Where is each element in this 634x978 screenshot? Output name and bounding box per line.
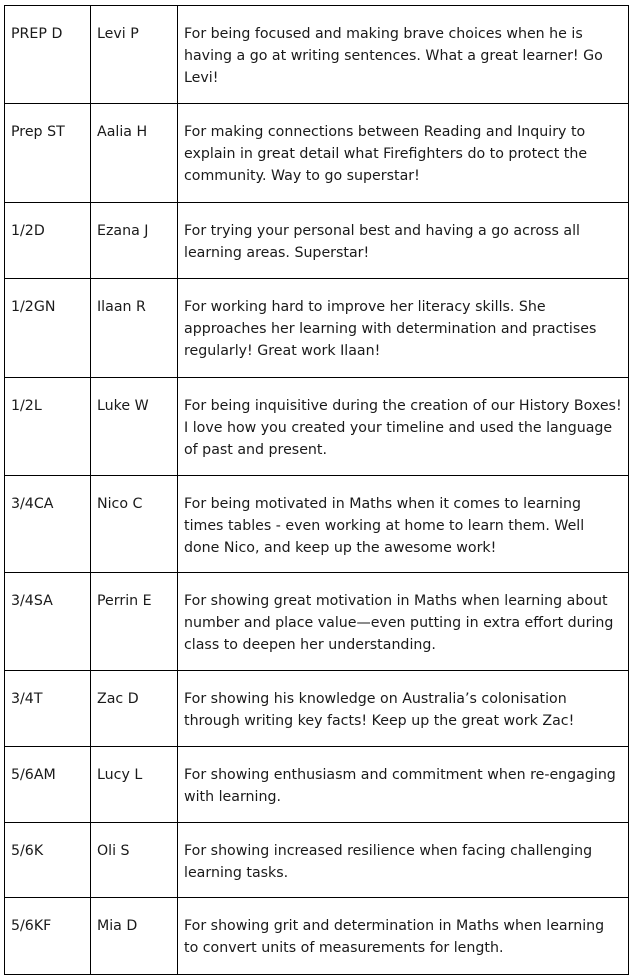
class-cell: 5/6AM: [5, 747, 91, 823]
award-reason-cell: For being focused and making brave choices when he is having a go at writing sentences. What a great learner! Go Levi!: [178, 6, 629, 104]
class-cell: 3/4CA: [5, 476, 91, 573]
student-name-cell: Lucy L: [91, 747, 178, 823]
class-cell: 5/6K: [5, 823, 91, 898]
student-name-cell: Levi P: [91, 6, 178, 104]
class-cell: 5/6KF: [5, 898, 91, 975]
table-row: [5, 279, 629, 378]
class-cell: PREP D: [5, 6, 91, 104]
award-reason-cell: For showing grit and determination in Maths when learning to convert units of measurements for length.: [178, 898, 629, 975]
table-row: [5, 823, 629, 898]
student-name-cell: Nico C: [91, 476, 178, 573]
class-cell: 1/2D: [5, 203, 91, 279]
student-name-cell: Oli S: [91, 823, 178, 898]
table-row: [5, 203, 629, 279]
award-reason-cell: For being motivated in Maths when it comes to learning times tables - even working at home to learn them. Well done Nico, and keep up the awesome work!: [178, 476, 629, 573]
award-reason-cell: For showing enthusiasm and commitment when re-engaging with learning.: [178, 747, 629, 823]
award-reason-cell: For being inquisitive during the creation of our History Boxes! I love how you created your timeline and used the language of past and present.: [178, 378, 629, 476]
award-reason-cell: For showing increased resilience when facing challenging learning tasks.: [178, 823, 629, 898]
student-name-cell: Ezana J: [91, 203, 178, 279]
table-row: [5, 476, 629, 573]
student-name-cell: Mia D: [91, 898, 178, 975]
award-reason-cell: For trying your personal best and having a go across all learning areas. Superstar!: [178, 203, 629, 279]
student-name-cell: Perrin E: [91, 573, 178, 671]
table-row: [5, 671, 629, 747]
table-row: [5, 104, 629, 203]
award-reason-cell: For working hard to improve her literacy skills. She approaches her learning with determination and practises regularly! Great work Ilaan!: [178, 279, 629, 378]
award-reason-cell: For making connections between Reading and Inquiry to explain in great detail what Firefighters do to protect the community. Way to go superstar!: [178, 104, 629, 203]
student-name-cell: Ilaan R: [91, 279, 178, 378]
student-name-cell: Aalia H: [91, 104, 178, 203]
table-row: [5, 898, 629, 975]
class-cell: Prep ST: [5, 104, 91, 203]
student-awards-table: [4, 5, 629, 975]
table-row: [5, 6, 629, 104]
award-reason-cell: For showing great motivation in Maths when learning about number and place value—even putting in extra effort during class to deepen her understanding.: [178, 573, 629, 671]
table-row: [5, 378, 629, 476]
class-cell: 1/2L: [5, 378, 91, 476]
award-reason-cell: For showing his knowledge on Australia’s colonisation through writing key facts! Keep up the great work Zac!: [178, 671, 629, 747]
student-name-cell: Zac D: [91, 671, 178, 747]
class-cell: 3/4T: [5, 671, 91, 747]
student-name-cell: Luke W: [91, 378, 178, 476]
class-cell: 3/4SA: [5, 573, 91, 671]
class-cell: 1/2GN: [5, 279, 91, 378]
table-row: [5, 573, 629, 671]
table-row: [5, 747, 629, 823]
